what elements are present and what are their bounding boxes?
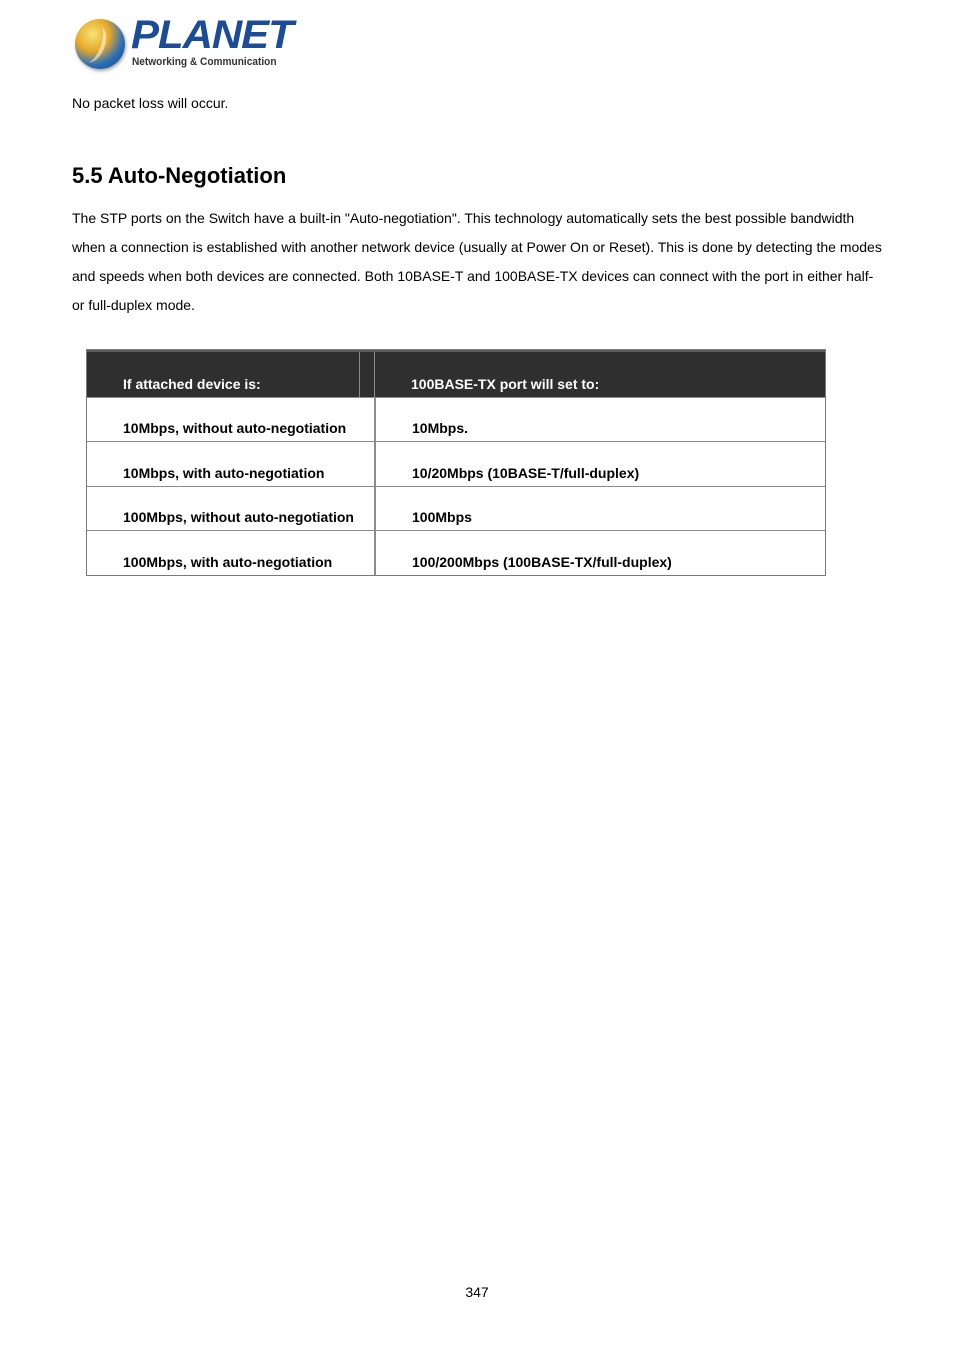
intro-paragraph: No packet loss will occur. — [72, 95, 229, 111]
table-cell-device: 10Mbps, without auto-negotiation — [87, 397, 375, 442]
section-title: 5.5 Auto-Negotiation — [72, 163, 287, 188]
table-row — [87, 442, 825, 487]
table-cell-setting: 10/20Mbps (10BASE-T/full-duplex) — [375, 442, 825, 487]
table-cell-device: 10Mbps, with auto-negotiation — [87, 442, 375, 487]
table-header-port-setting: 100BASE-TX port will set to: — [375, 351, 825, 397]
table-cell-device: 100Mbps, with auto-negotiation — [87, 531, 375, 576]
table-cell-setting: 100/200Mbps (100BASE-TX/full-duplex) — [375, 531, 825, 576]
table-header-row — [87, 351, 825, 397]
globe-icon — [75, 19, 125, 69]
table-row — [87, 486, 825, 531]
planet-logo — [75, 13, 293, 74]
logo-wordmark: PLANET — [131, 13, 293, 57]
section-body: The STP ports on the Switch have a built-in "Auto-negotiation". This technology automatically sets the best possible bandwidth when a connection is established with another network device (usually at Power On or Reset). This is done by detecting the modes and speeds when both devices are connected. Both 10BASE-T and 100BASE-TX devices can connect with the port in either half- or full-duplex mode. — [72, 210, 882, 313]
table-row — [87, 397, 825, 442]
table-cell-setting: 100Mbps — [375, 486, 825, 531]
table-cell-device: 100Mbps, without auto-negotiation — [87, 486, 375, 531]
table-header-attached-device: If attached device is: — [87, 351, 375, 397]
page-number: 347 — [465, 1284, 489, 1300]
logo-tagline: Networking & Communication — [132, 56, 277, 68]
auto-negotiation-table — [86, 349, 826, 576]
table-cell-setting: 10Mbps. — [375, 397, 825, 442]
table-row — [87, 531, 825, 576]
